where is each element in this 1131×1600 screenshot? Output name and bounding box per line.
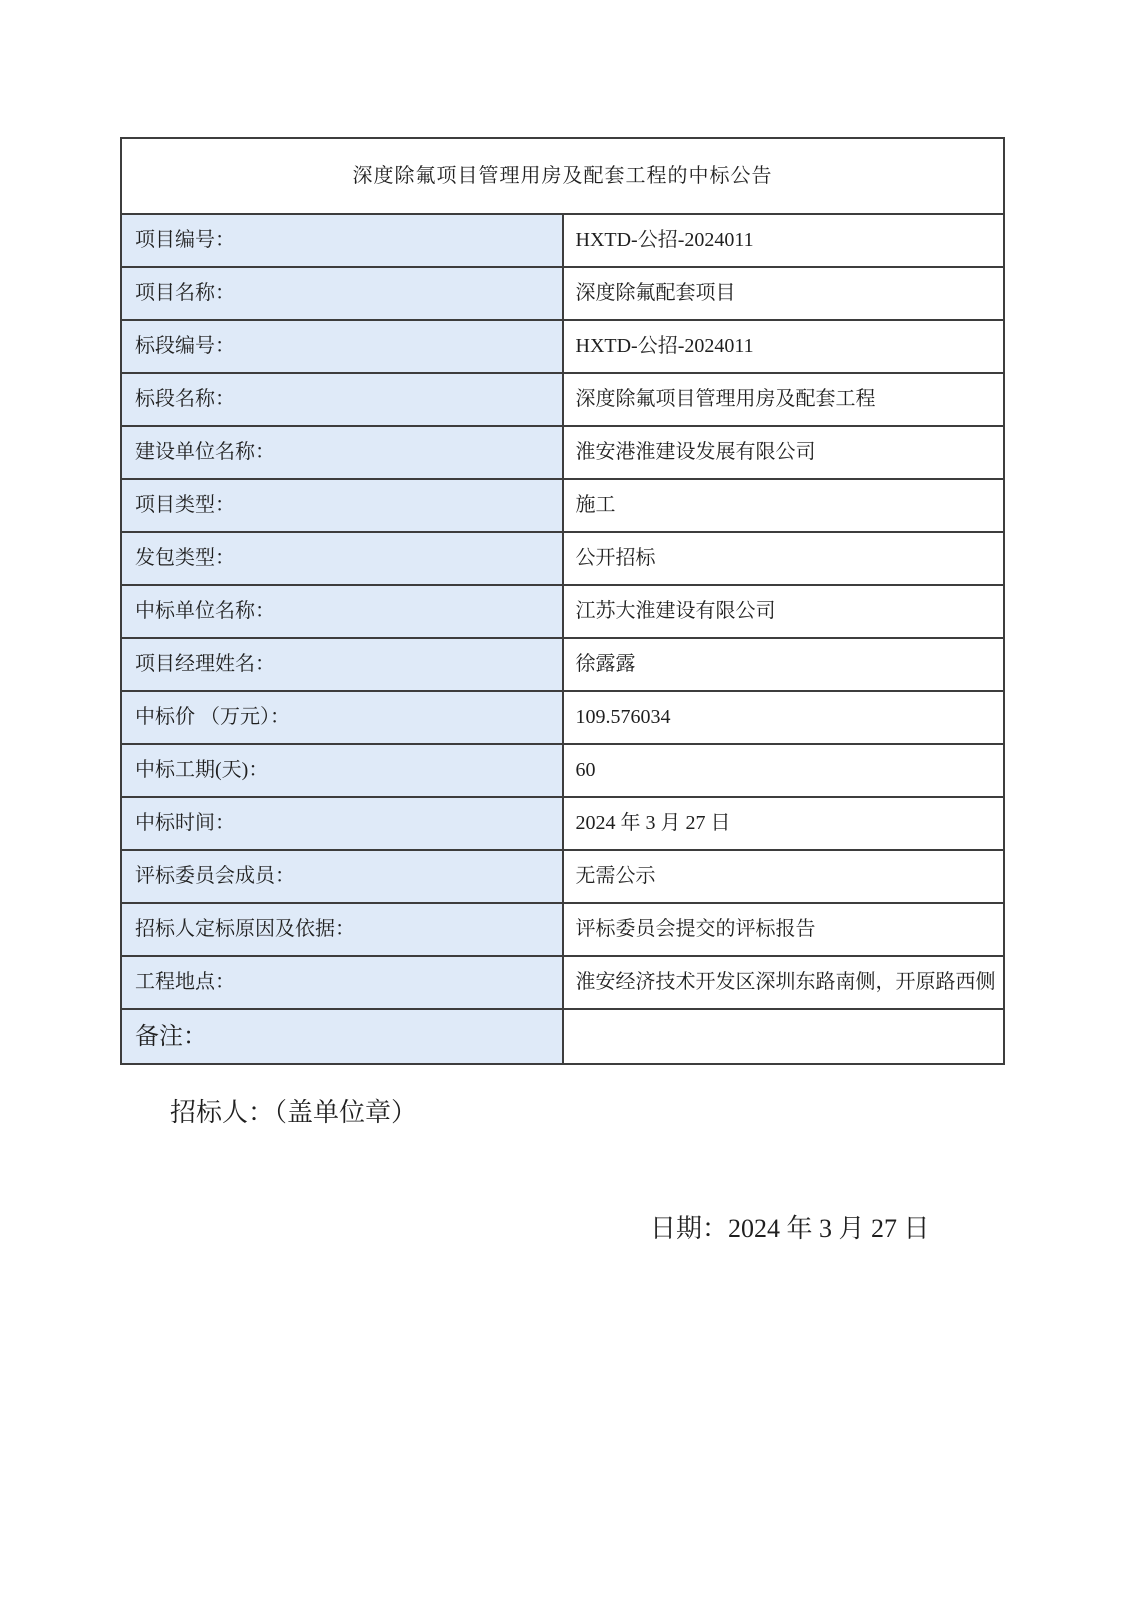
table-row [121, 850, 1004, 903]
row-label-project-name: 项目名称： [121, 267, 563, 320]
row-label-duration: 中标工期(天)： [121, 744, 563, 797]
row-value-section-number: HXTD-公招-2024011 [563, 320, 1005, 373]
row-label-winning-price: 中标价 （万元）： [121, 691, 563, 744]
row-value-project-location: 淮安经济技术开发区深圳东路南侧，开原路西侧 [563, 956, 1005, 1009]
row-value-contract-type: 公开招标 [563, 532, 1005, 585]
row-value-project-number: HXTD-公招-2024011 [563, 214, 1005, 267]
bid-announcement-table [120, 137, 1005, 1065]
row-label-section-number: 标段编号： [121, 320, 563, 373]
row-label-remarks: 备注： [121, 1009, 563, 1064]
row-label-section-name: 标段名称： [121, 373, 563, 426]
row-label-contract-type: 发包类型： [121, 532, 563, 585]
table-row [121, 903, 1004, 956]
row-label-award-date: 中标时间： [121, 797, 563, 850]
row-value-manager-name: 徐露露 [563, 638, 1005, 691]
bidder-seal-line: 招标人：（盖单位章） [170, 1098, 418, 1127]
table-row [121, 267, 1004, 320]
table-row [121, 479, 1004, 532]
row-value-owner-name: 淮安港淮建设发展有限公司 [563, 426, 1005, 479]
table-row [121, 585, 1004, 638]
row-value-winner-name: 江苏大淮建设有限公司 [563, 585, 1005, 638]
row-label-project-type: 项目类型： [121, 479, 563, 532]
table-row [121, 320, 1004, 373]
row-label-project-number: 项目编号： [121, 214, 563, 267]
row-label-committee-members: 评标委员会成员： [121, 850, 563, 903]
row-value-section-name: 深度除氟项目管理用房及配套工程 [563, 373, 1005, 426]
row-label-project-location: 工程地点： [121, 956, 563, 1009]
table-row [121, 426, 1004, 479]
row-value-winning-price: 109.576034 [563, 691, 1005, 744]
table-row [121, 956, 1004, 1009]
date-line: 日期：2024 年 3 月 27 日 [650, 1214, 930, 1243]
table-row [121, 532, 1004, 585]
row-value-project-type: 施工 [563, 479, 1005, 532]
row-label-winner-name: 中标单位名称： [121, 585, 563, 638]
table-row [121, 1009, 1004, 1064]
table-row [121, 691, 1004, 744]
title-row [121, 138, 1004, 214]
row-label-manager-name: 项目经理姓名： [121, 638, 563, 691]
table-row [121, 638, 1004, 691]
row-label-award-basis: 招标人定标原因及依据： [121, 903, 563, 956]
row-value-award-basis: 评标委员会提交的评标报告 [563, 903, 1005, 956]
row-value-remarks [563, 1009, 1005, 1064]
table-row [121, 214, 1004, 267]
row-label-owner-name: 建设单位名称： [121, 426, 563, 479]
table-row [121, 797, 1004, 850]
row-value-committee-members: 无需公示 [563, 850, 1005, 903]
page-title: 深度除氟项目管理用房及配套工程的中标公告 [121, 138, 1004, 214]
table-row [121, 373, 1004, 426]
table-row [121, 744, 1004, 797]
row-value-duration: 60 [563, 744, 1005, 797]
row-value-award-date: 2024 年 3 月 27 日 [563, 797, 1005, 850]
row-value-project-name: 深度除氟配套项目 [563, 267, 1005, 320]
